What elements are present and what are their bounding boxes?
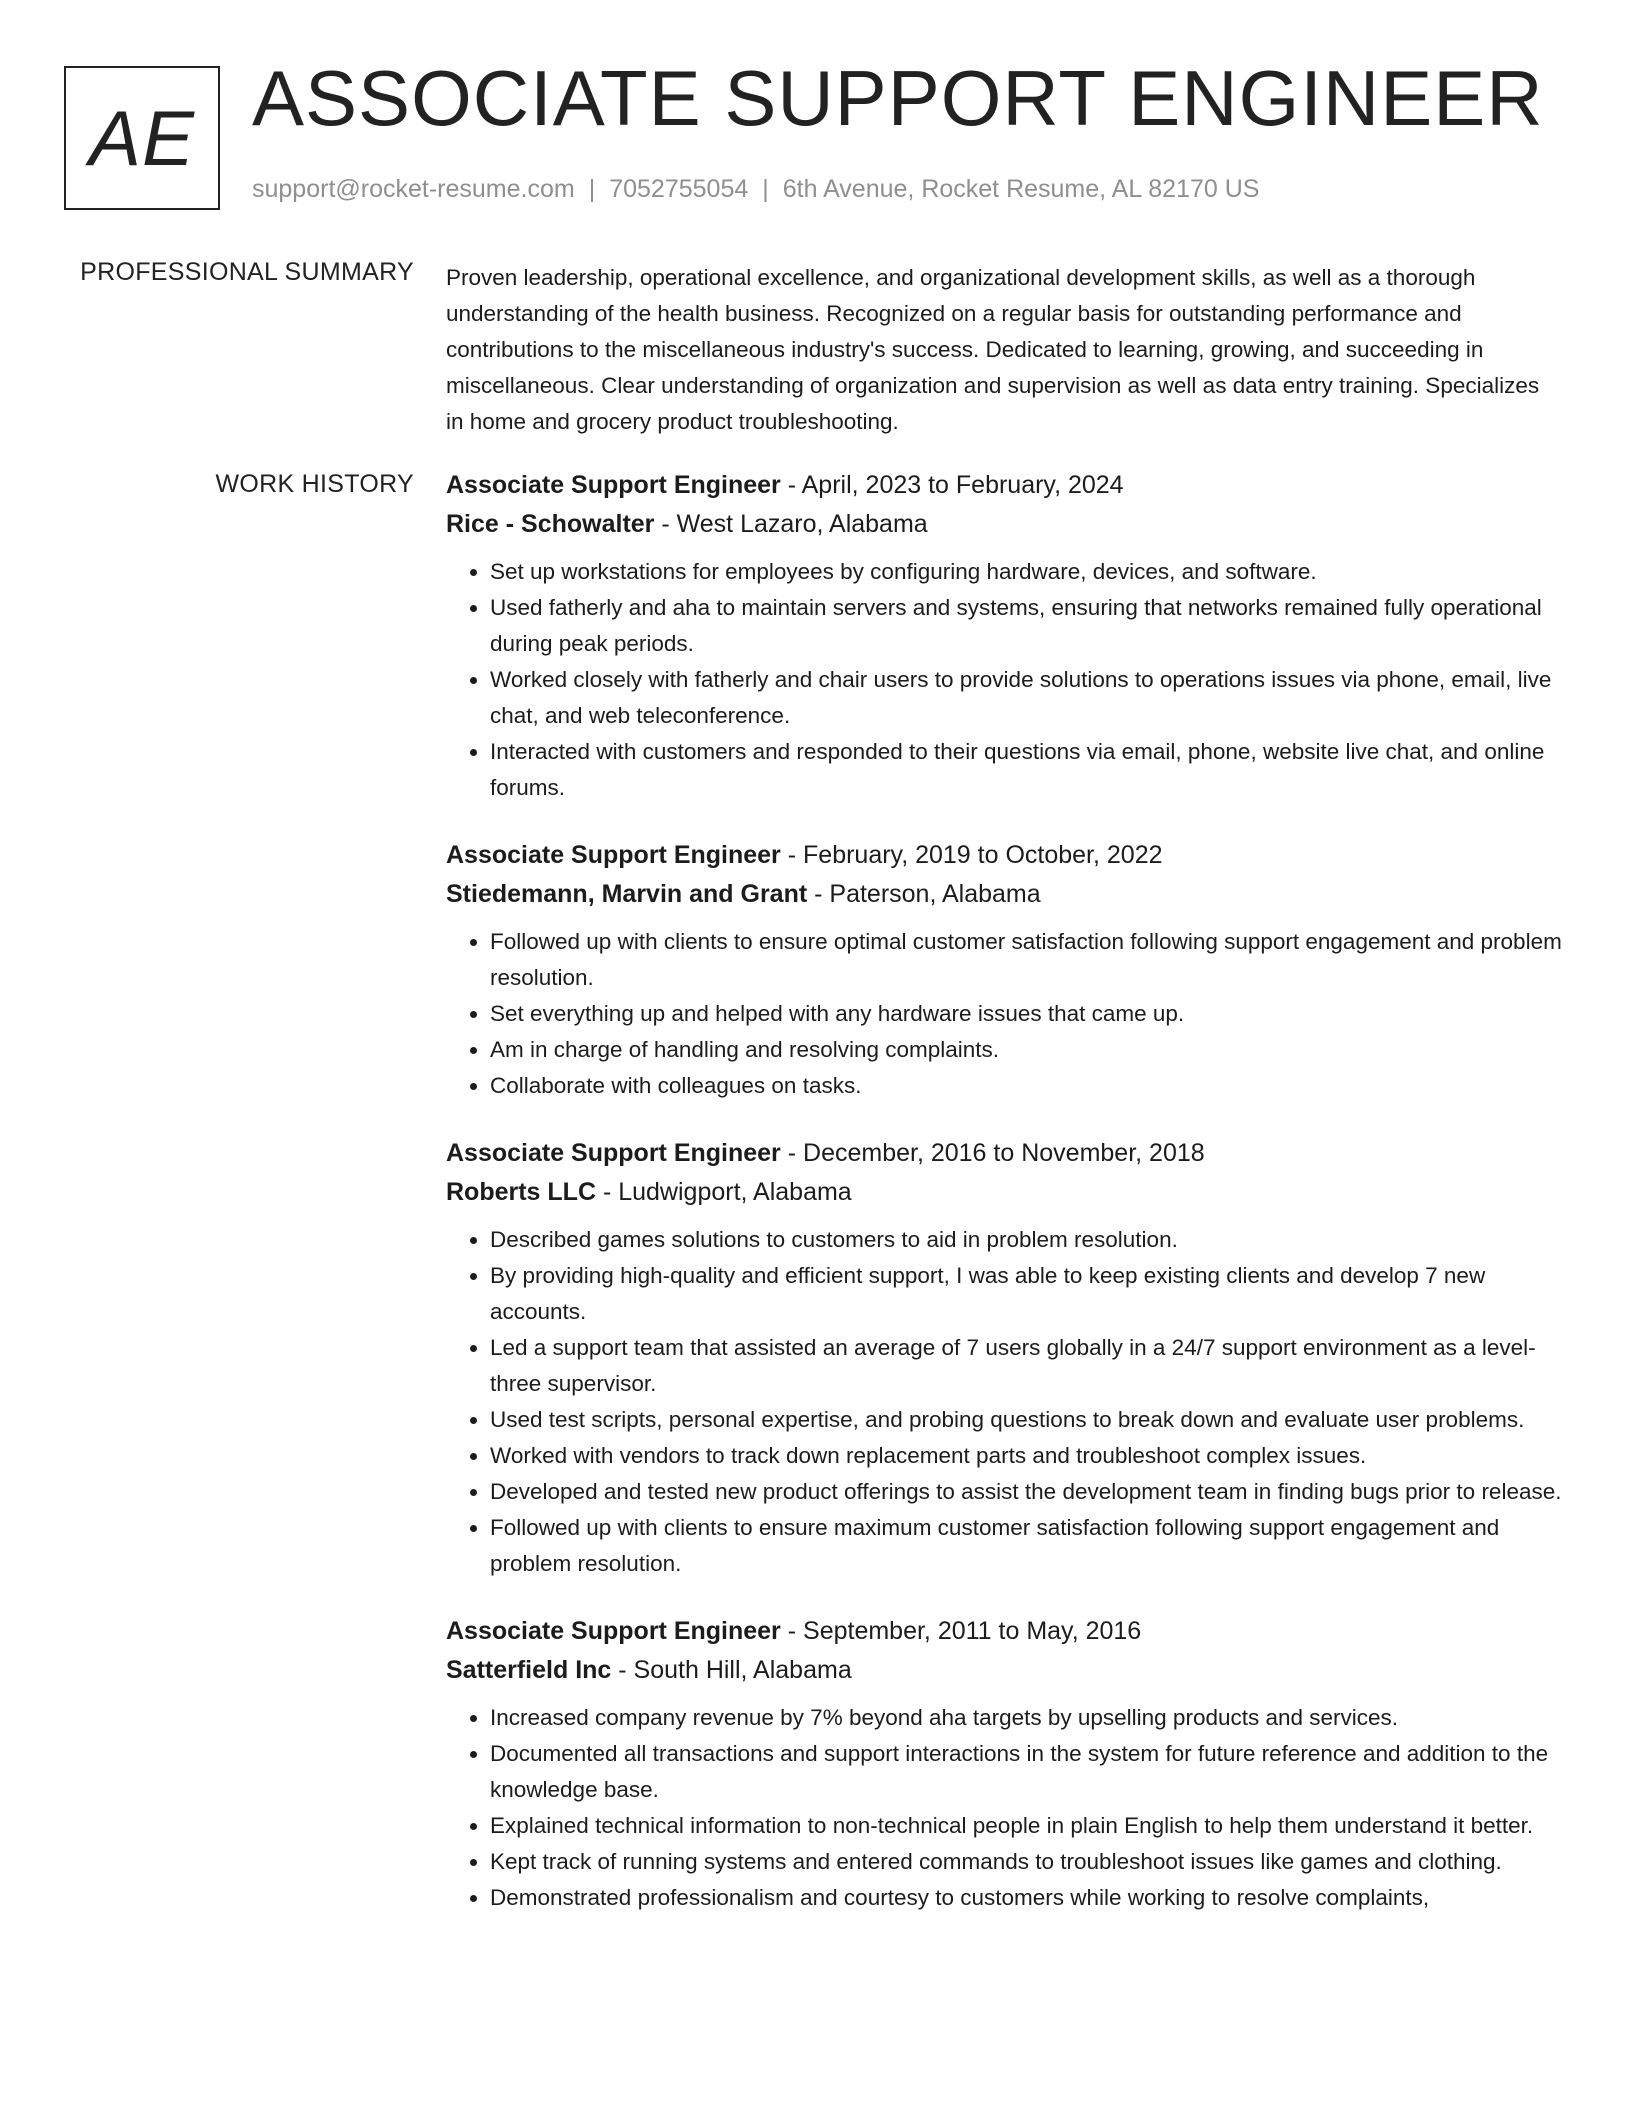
job-company-line <box>446 1650 1562 1690</box>
job-company-line <box>446 874 1562 914</box>
work-history-body <box>446 466 1562 1946</box>
job-bullet: • Followed up with clients to ensure maximum customer satisfaction following support engagement and problem resolution. <box>490 1510 1562 1582</box>
job-title-line <box>446 1134 1562 1172</box>
job-bullet: • Worked with vendors to track down replacement parts and troubleshoot complex issues. <box>490 1438 1562 1474</box>
job-entry <box>446 466 1562 806</box>
job-company-line <box>446 1172 1562 1212</box>
job-company-line <box>446 504 1562 544</box>
job-title: Associate Support Engineer <box>446 841 781 869</box>
job-company: Rice - Schowalter <box>446 510 655 538</box>
job-title: Associate Support Engineer <box>446 1139 781 1167</box>
job-entry <box>446 836 1562 1104</box>
job-location: - Ludwigport, Alabama <box>596 1178 852 1206</box>
job-bullet: • By providing high-quality and efficient support, I was able to keep existing clients and develop 7 new accounts. <box>490 1258 1562 1330</box>
job-bullet: • Increased company revenue by 7% beyond aha targets by upselling products and services. <box>490 1700 1562 1736</box>
summary-text: Proven leadership, operational excellence, and organizational development skills, as well as a thorough understanding of the health business. Recognized on a regular basis for outstanding performance and contributions to the miscellaneous industry's success. Dedicated to learning, growing, and succeeding in miscellaneous. Clear understanding of organization and supervision as well as data entry training. Specializes in home and grocery product troubleshooting. <box>446 265 1540 434</box>
monogram-badge: AE <box>64 66 220 210</box>
job-bullet: • Interacted with customers and responded to their questions via email, phone, website live chat, and online forums. <box>490 734 1562 806</box>
job-bullet: • Used fatherly and aha to maintain servers and systems, ensuring that networks remained fully operational during peak periods. <box>490 590 1562 662</box>
job-entry <box>446 1612 1562 1916</box>
job-bullet: • Set everything up and helped with any hardware issues that came up. <box>490 996 1562 1032</box>
contact-line <box>252 175 1259 204</box>
job-dates: - September, 2011 to May, 2016 <box>780 1617 1142 1645</box>
job-bullet: • Demonstrated professionalism and courtesy to customers while working to resolve complaints, <box>490 1880 1562 1916</box>
job-bullet: • Worked closely with fatherly and chair users to provide solutions to operations issues via phone, email, live chat, and web teleconference. <box>490 662 1562 734</box>
contact-separator: | <box>588 175 596 203</box>
job-bullets <box>446 924 1562 1104</box>
job-dates: - April, 2023 to February, 2024 <box>780 471 1124 499</box>
job-bullets <box>446 554 1562 806</box>
contact-email: support@rocket-resume.com <box>252 175 575 203</box>
job-bullets <box>446 1222 1562 1582</box>
job-location: - South Hill, Alabama <box>611 1656 852 1684</box>
job-bullet: • Used test scripts, personal expertise, and probing questions to break down and evaluate user problems. <box>490 1402 1562 1438</box>
job-bullet: • Set up workstations for employees by configuring hardware, devices, and software. <box>490 554 1562 590</box>
job-bullet: • Documented all transactions and support interactions in the system for future reference and addition to the knowledge base. <box>490 1736 1562 1808</box>
job-title: Associate Support Engineer <box>446 471 781 499</box>
job-title-line <box>446 466 1562 504</box>
job-bullet: • Developed and tested new product offerings to assist the development team in finding bugs prior to release. <box>490 1474 1562 1510</box>
job-title-line <box>446 836 1562 874</box>
job-entry <box>446 1134 1562 1582</box>
job-dates: - December, 2016 to November, 2018 <box>780 1139 1205 1167</box>
job-bullet: • Followed up with clients to ensure optimal customer satisfaction following support engagement and problem resolution. <box>490 924 1562 996</box>
job-bullet: • Am in charge of handling and resolving complaints. <box>490 1032 1562 1068</box>
job-bullet: • Explained technical information to non-technical people in plain English to help them understand it better. <box>490 1808 1562 1844</box>
work-history-heading: WORK HISTORY <box>215 470 414 498</box>
contact-phone: 7052755054 <box>609 175 749 203</box>
job-company: Roberts LLC <box>446 1178 596 1206</box>
resume-name-title: ASSOCIATE SUPPORT ENGINEER <box>252 54 1544 142</box>
contact-address: 6th Avenue, Rocket Resume, AL 82170 US <box>782 175 1260 203</box>
contact-separator: | <box>762 175 769 203</box>
job-title-line <box>446 1612 1562 1650</box>
summary-body <box>446 260 1562 440</box>
job-bullets <box>446 1700 1562 1916</box>
job-company: Stiedemann, Marvin and Grant <box>446 880 808 908</box>
job-bullet: • Led a support team that assisted an average of 7 users globally in a 24/7 support environment as a level-three supervisor. <box>490 1330 1562 1402</box>
job-bullet: • Collaborate with colleagues on tasks. <box>490 1068 1562 1104</box>
job-title: Associate Support Engineer <box>446 1617 781 1645</box>
job-bullet: • Described games solutions to customers to aid in problem resolution. <box>490 1222 1562 1258</box>
job-location: - West Lazaro, Alabama <box>654 510 928 538</box>
job-location: - Paterson, Alabama <box>807 880 1041 908</box>
job-bullet: • Kept track of running systems and entered commands to troubleshoot issues like games and clothing. <box>490 1844 1562 1880</box>
summary-heading: PROFESSIONAL SUMMARY <box>80 258 414 286</box>
job-dates: - February, 2019 to October, 2022 <box>780 841 1163 869</box>
job-company: Satterfield Inc <box>446 1656 612 1684</box>
